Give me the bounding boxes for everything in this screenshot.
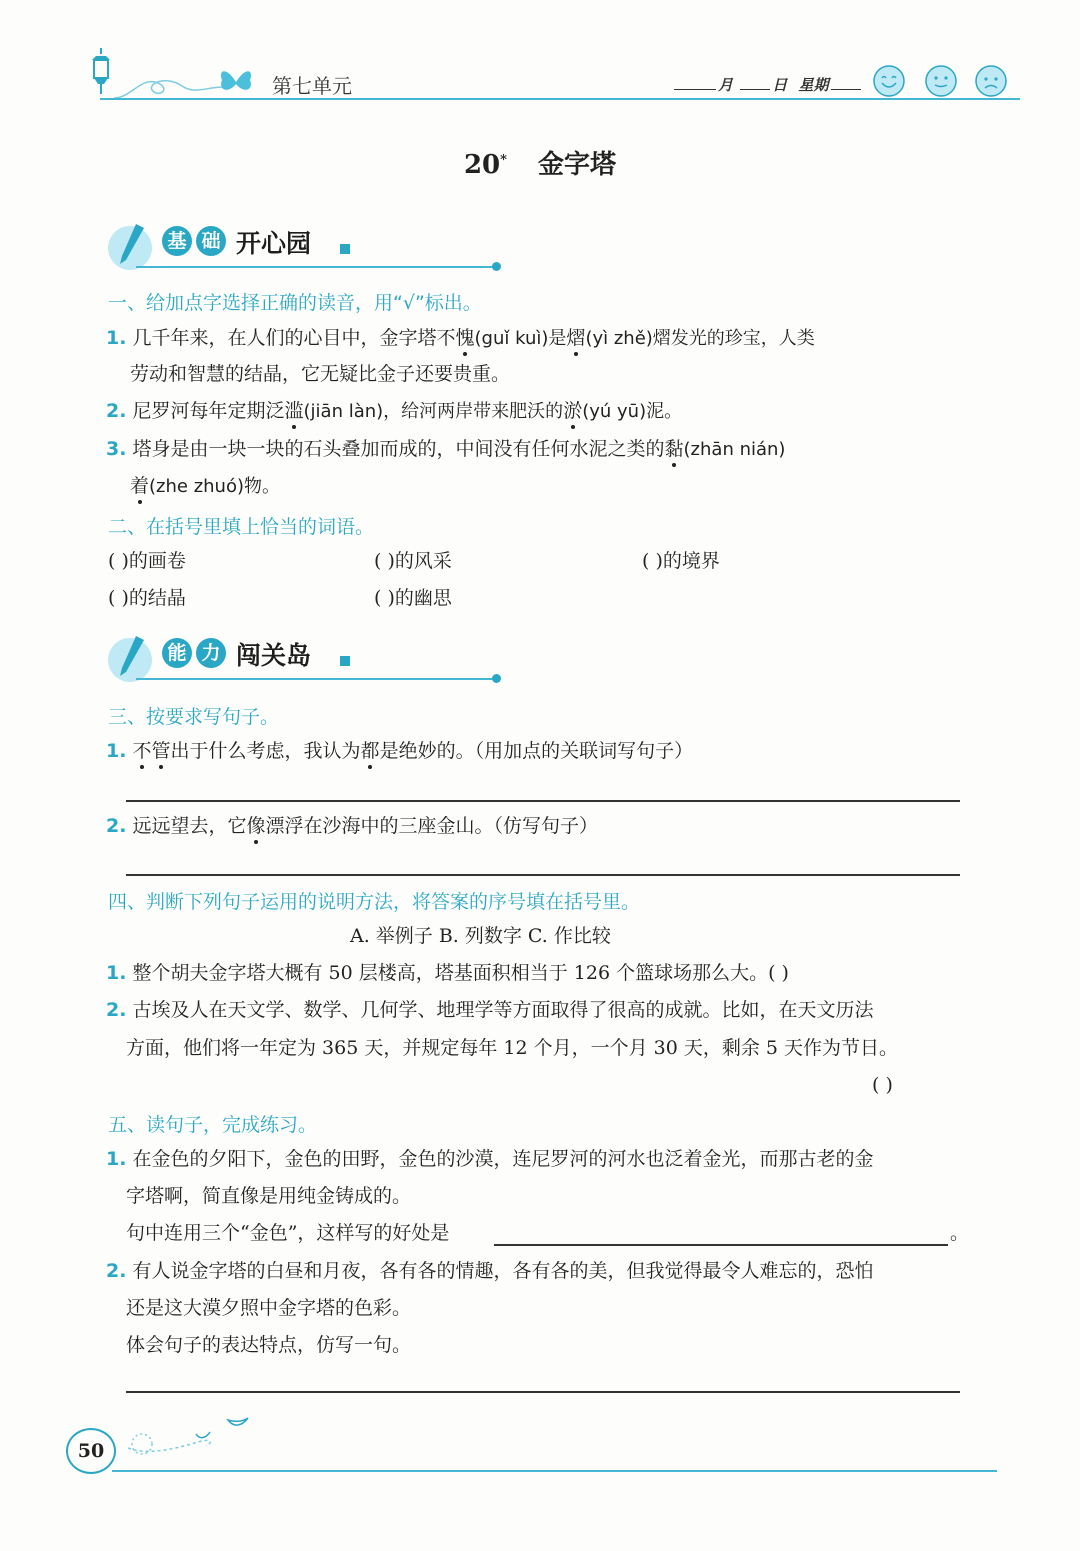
q5-item1-line1 [106,1147,874,1171]
q3-heading: 三、按要求写句子。 [108,706,280,728]
q5-heading: 五、读句子，完成练习。 [108,1114,318,1136]
footer-divider [112,1470,997,1472]
butterfly-icon [216,64,256,100]
pinyin-choices[interactable]: (jiān làn)，给河两岸带来肥沃的 [303,401,564,422]
dotted-char: 黏 [664,438,684,460]
dotted-char: 着 [130,475,150,497]
text: 有人说金字塔的白昼和月夜，各有各的情趣，各有各的美，但我觉得最令人难忘的，恐怕 [132,1260,874,1282]
q1-item1-line2: 劳动和智慧的结晶，它无疑比金子还要贵重。 [130,363,511,385]
q2-blank-4[interactable]: ( )的结晶 [108,587,186,609]
banner-dot [492,674,501,683]
dotted-char: 愧 [455,327,475,349]
text[interactable]: 整个胡夫金字塔大概有 50 层楼高，塔基面积相当于 126 个篮球场那么大。( ) [132,962,789,984]
dotted-char: 滥 [284,400,304,422]
dotted-char: 熠 [566,327,586,349]
paintbrush-icon [106,632,156,684]
text: 漂浮在沙海中的三座金山。（仿写句子） [265,815,599,837]
lesson-number: 20 [463,150,501,180]
item-number: 1. [106,962,127,984]
bird-icon [118,1408,258,1460]
unit-label: 第七单元 [272,74,352,98]
text: 是绝妙的。（用加点的关联词写句子） [379,740,694,762]
section-banner-ability [106,632,506,692]
q5-item1-prompt: 句中连用三个“金色”，这样写的好处是 [126,1222,450,1244]
pinyin-choices[interactable]: (yì zhě)熠发光的珍宝，人类 [585,328,815,349]
q1-item2 [106,399,682,424]
banner-underline [136,678,496,680]
dotted-char: 不 [132,740,152,762]
banner-badge-2: 础 [196,226,226,256]
q2-blank-1[interactable]: ( )的画卷 [108,550,186,572]
item-number: 2. [106,400,127,422]
month-label: 月 [718,76,734,94]
banner-title: 闯关岛 [236,641,312,670]
pinyin-choices[interactable]: (yú yū)泥。 [582,401,683,422]
dotted-char: 像 [246,815,266,837]
item-number: 2. [106,999,127,1021]
page-number: 50 [66,1428,116,1474]
banner-square [340,656,350,666]
text: 尼罗河每年定期泛 [132,400,285,422]
q4-options: A. 举例子 B. 列数字 C. 作比较 [350,925,611,947]
text: 在金色的夕阳下，金色的田野，金色的沙漠，连尼罗河的河水也泛着金光，而那古老的金 [132,1148,874,1170]
lesson-title [0,144,1080,181]
text: 远远望去，它 [132,815,247,837]
q1-item3-line2 [130,474,280,499]
banner-square [340,244,350,254]
q4-item2-line2: 方面，他们将一年定为 365 天，并规定每年 12 个月，一个月 30 天，剩余 5 天作为节日。 [126,1037,899,1059]
header-divider [100,98,1020,100]
item-number: 2. [106,1260,127,1282]
q5-item2-line1 [106,1259,874,1283]
item-number: 1. [106,740,127,762]
q3-item2 [106,814,598,838]
smiley-happy-icon[interactable] [872,64,906,98]
month-blank[interactable] [674,75,716,90]
smiley-neutral-icon[interactable] [924,64,958,98]
banner-badge-1: 基 [162,226,192,256]
smiley-sad-icon[interactable] [974,64,1008,98]
date-fields [672,74,863,95]
q2-blank-2[interactable]: ( )的风采 [374,550,452,572]
pinyin-choices[interactable]: (zhe zhuó)物。 [149,476,280,497]
week-blank[interactable] [831,75,861,90]
q2-blank-5[interactable]: ( )的幽思 [374,587,452,609]
q5-answer-line-2[interactable] [126,1391,960,1393]
day-blank[interactable] [740,75,770,90]
dotted-char: 管 [151,740,171,762]
banner-title: 开心园 [236,229,312,258]
banner-dot [492,262,501,271]
q5-item2-line2: 还是这大漠夕照中金字塔的色彩。 [126,1297,412,1319]
item-number: 3. [106,438,127,460]
text: 几千年来，在人们的心目中，金字塔不 [132,327,456,349]
text: 出于什么考虑，我认为 [170,740,361,762]
banner-badge-1: 能 [162,638,192,668]
pinyin-choices[interactable]: (guǐ kuì)是 [474,328,567,349]
banner-underline [136,266,496,268]
text: 塔身是由一块一块的石头叠加而成的，中间没有任何水泥之类的 [132,438,665,460]
banner-badge-2: 力 [196,638,226,668]
q5-answer-line-1[interactable] [494,1244,948,1246]
q1-item1-line1 [106,326,815,351]
q2-blank-3[interactable]: ( )的境界 [642,550,720,572]
text: 古埃及人在天文学、数学、几何学、地理学等方面取得了很高的成就。比如，在天文历法 [132,999,874,1021]
lesson-mark: * [500,152,507,168]
paintbrush-icon [106,220,156,272]
q1-heading: 一、给加点字选择正确的读音，用“√”标出。 [108,292,482,314]
dotted-char: 淤 [563,400,583,422]
section-banner-basic [106,220,506,280]
day-label: 日 [772,76,788,94]
q4-heading: 四、判断下列句子运用的说明方法，将答案的序号填在括号里。 [108,891,641,913]
q3-answer-line-2[interactable] [126,874,960,876]
dotted-char: 都 [360,740,380,762]
q5-item1-line2: 字塔啊，简直像是用纯金铸成的。 [126,1185,412,1207]
q1-item3-line1 [106,437,785,462]
item-number: 1. [106,1148,127,1170]
item-number: 2. [106,815,127,837]
item-number: 1. [106,327,127,349]
week-label: 星期 [798,76,829,94]
q4-item2-line1 [106,998,874,1022]
q2-heading: 二、在括号里填上恰当的词语。 [108,516,375,538]
q3-answer-line-1[interactable] [126,800,960,802]
q4-item2-blank[interactable]: ( ) [872,1074,893,1096]
q5-item2-prompt: 体会句子的表达特点，仿写一句。 [126,1334,412,1356]
q5-item1-end: 。 [950,1222,970,1244]
lesson-name: 金字塔 [538,150,617,180]
pinyin-choices[interactable]: (zhān nián) [683,439,786,460]
q3-item1 [106,739,693,763]
q4-item1 [106,961,789,985]
